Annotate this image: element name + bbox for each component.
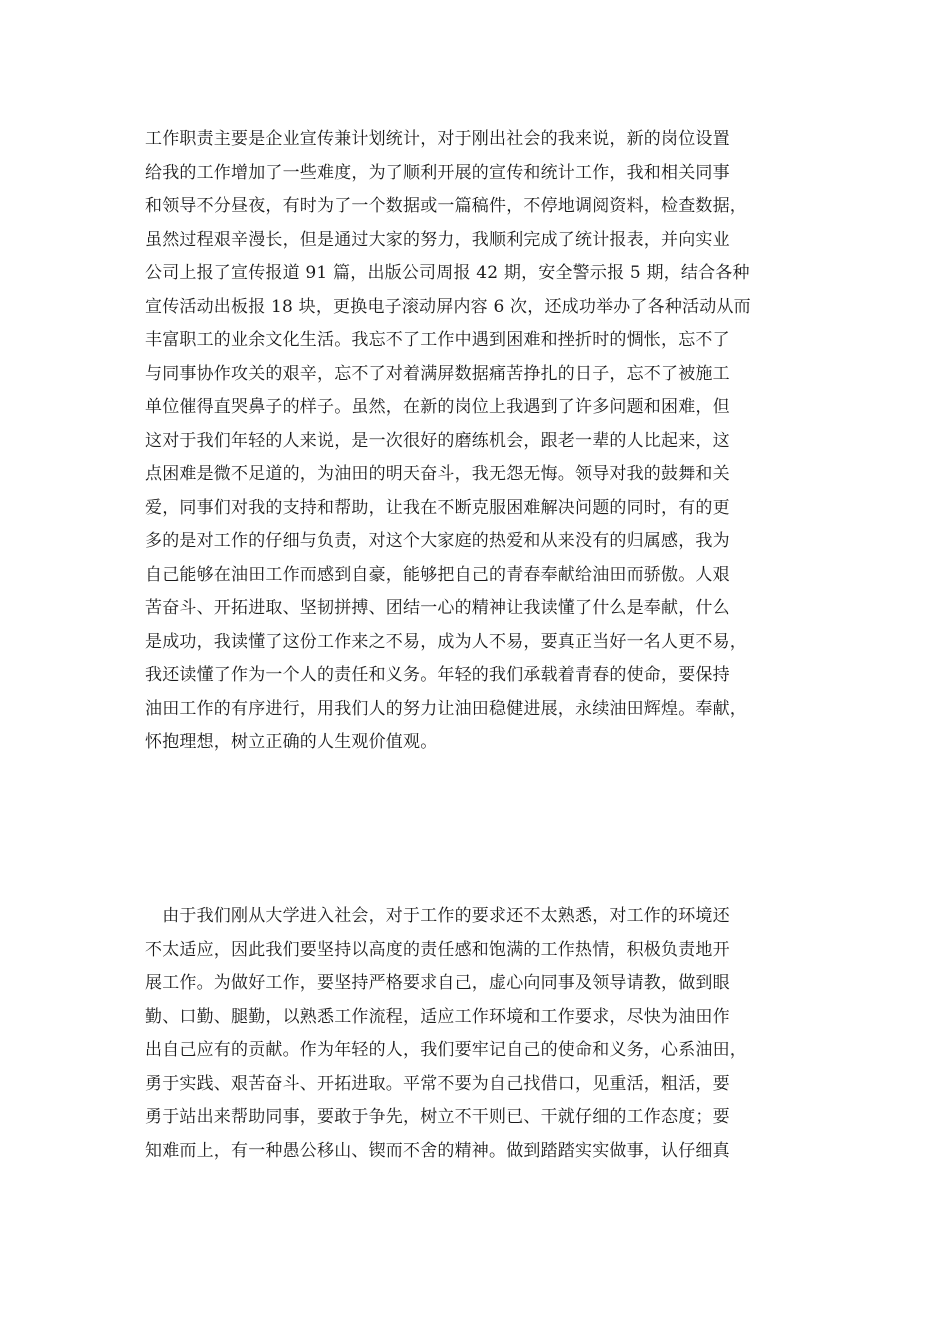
text-line: 丰富职工的业余文化生活。我忘不了工作中遇到困难和挫折时的惆怅，忘不了 [145, 330, 730, 350]
text-line: 不太适应，因此我们要坚持以高度的责任感和饱满的工作热情，积极负责地开 [145, 939, 730, 960]
text-line: 知难而上，有一种愚公移山、锲而不舍的精神。做到踏踏实实做事，认仔细真 [145, 1140, 730, 1161]
text-line: 给我的工作增加了一些难度，为了顺利开展的宣传和统计工作，我和相关同事 [145, 162, 730, 183]
text-line: 与同事协作攻关的艰辛，忘不了对着满屏数据痛苦挣扎的日子，忘不了被施工 [145, 363, 730, 384]
text-line: 宣传活动出板报 18 块，更换电子滚动屏内容 6 次，还成功举办了各种活动从而 [145, 296, 751, 317]
text-line: 勇于站出来帮助同事，要敢于争先，树立不干则已、干就仔细的工作态度；要 [145, 1107, 730, 1127]
text-line: 勤、口勤、腿勤，以熟悉工作流程，适应工作环境和工作要求，尽快为油田作 [145, 1006, 730, 1027]
text-line: 爱，同事们对我的支持和帮助，让我在不断克服困难解决问题的同时，有的更 [145, 497, 730, 518]
text-line: 公司上报了宣传报道 91 篇，出版公司周报 42 期，安全警示报 5 期，结合各种 [145, 263, 750, 283]
text-line: 怀抱理想，树立正确的人生观价值观。 [145, 732, 438, 752]
text-line: 苦奋斗、开拓进取、坚韧拼搏、团结一心的精神让我读懂了什么是奉献，什么 [145, 598, 730, 618]
text-line: 由于我们刚从大学进入社会，对于工作的要求还不太熟悉，对工作的环境还 [145, 906, 730, 926]
text-line: 展工作。为做好工作，要坚持严格要求自己，虚心向同事及领导请教，做到眼 [145, 973, 730, 993]
text-line: 自己能够在油田工作而感到自豪，能够把自己的青春奉献给油田而骄傲。人艰 [145, 564, 730, 585]
text-line: 这对于我们年轻的人来说，是一次很好的磨练机会，跟老一辈的人比起来，这 [145, 430, 730, 451]
text-line: 和领导不分昼夜，有时为了一个数据或一篇稿件，不停地调阅资料，检查数据， [145, 196, 747, 216]
paragraph-1 [145, 123, 815, 760]
text-line: 点困难是微不足道的，为油田的明天奋斗，我无怨无悔。领导对我的鼓舞和关 [145, 464, 730, 484]
text-line: 出自己应有的贡献。作为年轻的人，我们要牢记自己的使命和义务，心系油田， [145, 1040, 747, 1060]
text-line: 是成功，我读懂了这份工作来之不易，成为人不易，要真正当好一名人更不易， [145, 631, 747, 652]
paragraph-2 [145, 900, 815, 1168]
text-line: 油田工作的有序进行，用我们人的努力让油田稳健进展，永续油田辉煌。奉献， [145, 698, 747, 719]
text-line: 勇于实践、艰苦奋斗、开拓进取。平常不要为自己找借口，见重活，粗活，要 [145, 1073, 730, 1094]
text-line: 工作职责主要是企业宣传兼计划统计，对于刚出社会的我来说，新的岗位设置 [145, 129, 730, 149]
text-line: 我还读懂了作为一个人的责任和义务。年轻的我们承载着青春的使命，要保持 [145, 665, 730, 685]
text-line: 多的是对工作的仔细与负责，对这个大家庭的热爱和从来没有的归属感，我为 [145, 531, 730, 551]
text-line: 单位催得直哭鼻子的样子。虽然，在新的岗位上我遇到了许多问题和困难，但 [145, 397, 730, 417]
text-line: 虽然过程艰辛漫长，但是通过大家的努力，我顺利完成了统计报表，并向实业 [145, 229, 730, 250]
